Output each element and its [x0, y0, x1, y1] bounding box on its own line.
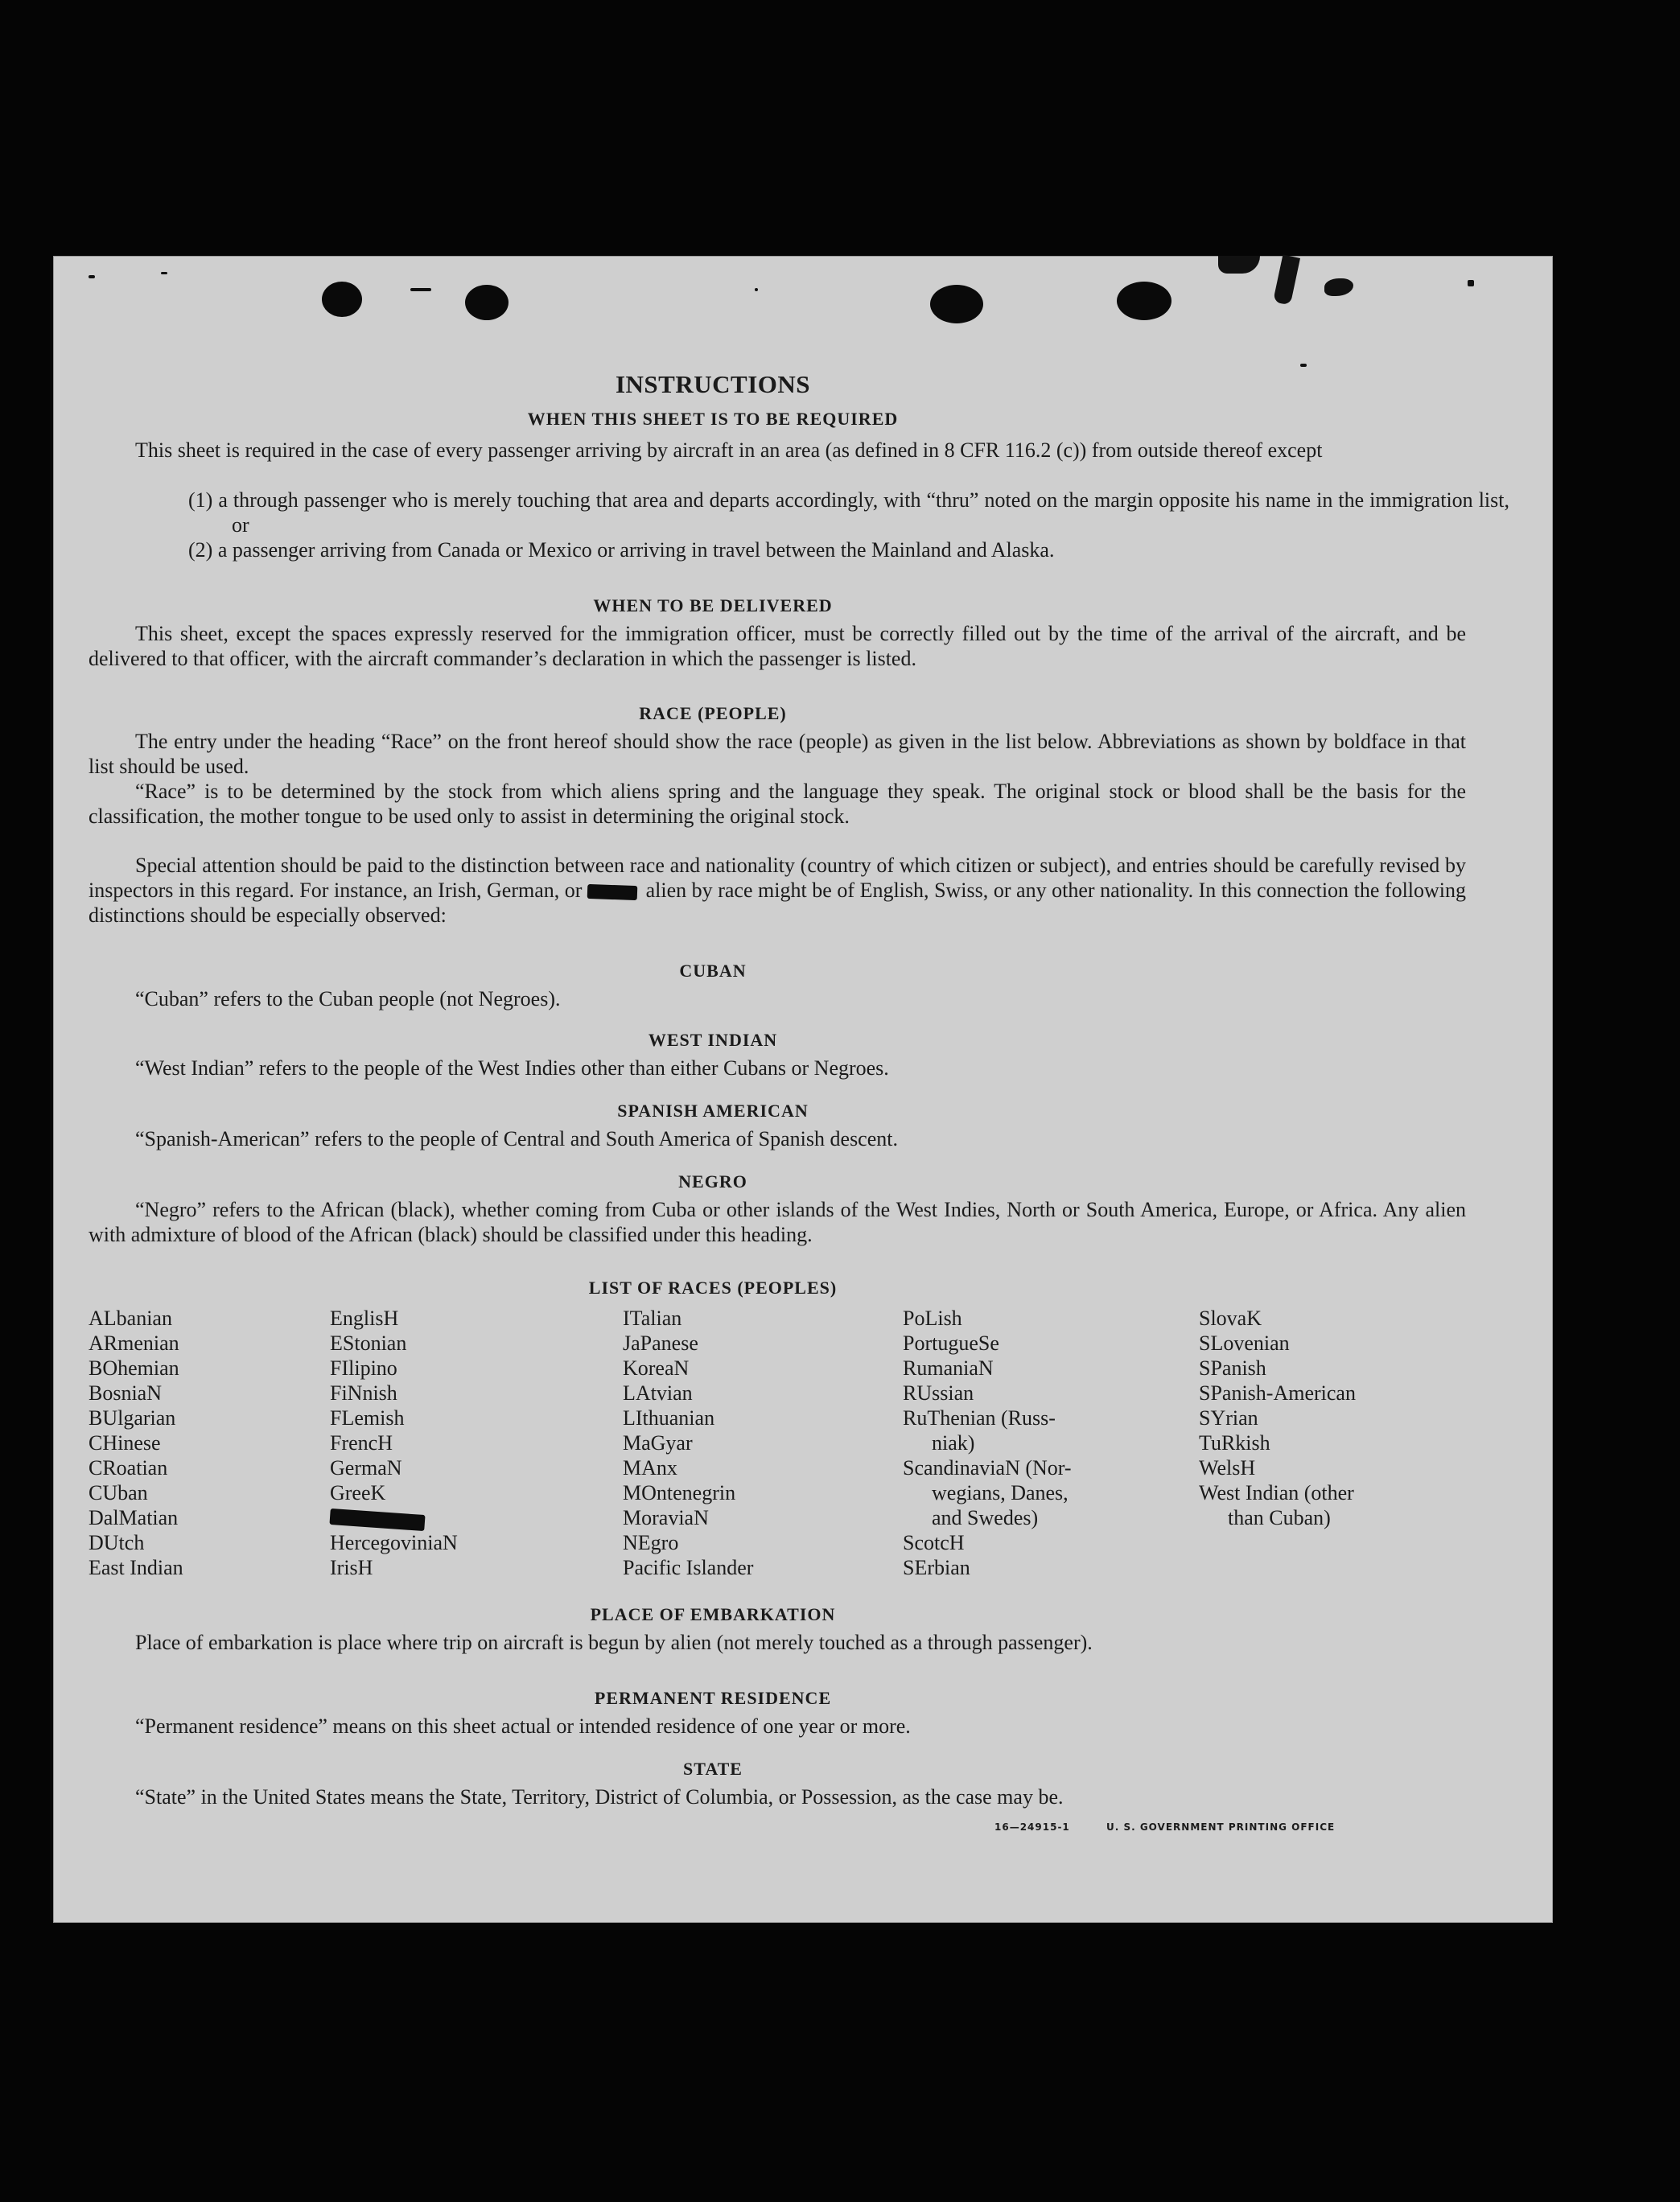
race-entry: Pacific Islander [623, 1556, 754, 1579]
printer-name: U. S. GOVERNMENT PRINTING OFFICE [1106, 1821, 1336, 1833]
race-entry: IrisH [330, 1556, 373, 1579]
race-column-5 [1199, 1306, 1356, 1530]
race-entry: niak) [932, 1431, 975, 1455]
paragraph-race-3 [89, 853, 1466, 928]
race-entry: SYrian [1199, 1406, 1258, 1430]
race-entry: TuRkish [1199, 1431, 1270, 1455]
race-entry: EStonian [330, 1331, 407, 1355]
race-entry: GermaN [330, 1456, 402, 1480]
race-entry: than Cuban) [1228, 1506, 1331, 1529]
race-entry: NEgro [623, 1531, 679, 1554]
heading-embarkation: PLACE OF EMBARKATION [590, 1604, 836, 1624]
race-entry: CRoatian [89, 1456, 168, 1480]
race-entry: MoraviaN [623, 1506, 709, 1529]
heading-west-indian: WEST INDIAN [648, 1030, 778, 1050]
heading-negro: NEGRO [678, 1171, 747, 1192]
race-entry: East Indian [89, 1556, 183, 1579]
heading-spanish-american: SPANISH AMERICAN [617, 1101, 809, 1121]
paragraph-permanent-residence: “Permanent residence” means on this sheet actual or intended residence of one year or more. [135, 1714, 911, 1738]
paragraph-race-3-end: alien by race might be of English, Swiss, or any other nationality. In this connection the following distinctions should be especially observed: [89, 879, 1467, 927]
race-entry: ARmenian [89, 1331, 179, 1355]
race-entry: ScandinaviaN (Nor- [903, 1456, 1072, 1480]
race-column-4 [903, 1306, 1072, 1580]
race-entry: ALbanian [89, 1307, 172, 1330]
exception-item-1: (1) a through passenger who is merely touching that area and departs accordingly, with “thru” noted on the margin opposite his name in the immigration list, or [188, 488, 1509, 537]
paragraph-state: “State” in the United States means the State, Territory, District of Columbia, or Possession, as the case may be. [135, 1785, 1064, 1809]
race-entry: SErbian [903, 1556, 970, 1579]
race-entry: ITalian [623, 1307, 682, 1330]
race-entry: LIthuanian [623, 1406, 715, 1430]
paragraph-race-1: The entry under the heading “Race” on the front hereof should show the race (people) as given in the list below. Abbreviations as shown by boldface in that list should be used. [89, 730, 1466, 778]
redaction-mark [587, 884, 638, 900]
race-entry: SLovenian [1199, 1331, 1290, 1355]
race-entry: MAnx [623, 1456, 677, 1480]
race-column-1 [89, 1306, 183, 1580]
paragraph-required-intro: This sheet is required in the case of every passenger arriving by aircraft in an area (as defined in 8 CFR 116.2 (c)) from outside thereof except [135, 438, 1323, 462]
heading-when-required: WHEN THIS SHEET IS TO BE REQUIRED [527, 409, 899, 429]
race-entry: BOhemian [89, 1356, 179, 1380]
race-entry: HercegoviniaN [330, 1531, 458, 1554]
race-entry: GreeK [330, 1481, 386, 1504]
race-entry: and Swedes) [932, 1506, 1039, 1529]
race-entry: MOntenegrin [623, 1481, 736, 1504]
race-entry: RumaniaN [903, 1356, 994, 1380]
race-entry: FiNnish [330, 1381, 397, 1405]
heading-cuban: CUBAN [679, 961, 747, 981]
race-entry: ScotcH [903, 1531, 965, 1554]
race-column-3 [623, 1306, 753, 1580]
race-entry: EnglisH [330, 1307, 399, 1330]
heading-state: STATE [683, 1759, 743, 1779]
race-entry: SPanish-American [1199, 1381, 1356, 1405]
heading-permanent-residence: PERMANENT RESIDENCE [594, 1688, 832, 1708]
redaction-mark [329, 1508, 425, 1531]
race-entry: SlovaK [1199, 1307, 1262, 1330]
printer-imprint [994, 1821, 1367, 1833]
paragraph-negro: “Negro” refers to the African (black), whether coming from Cuba or other islands of the West Indies, North or South America, Europe, or Africa. Any alien with admixture of blood of the African (black) should be classified under this heading. [89, 1198, 1466, 1246]
paragraph-delivered: This sheet, except the spaces expressly reserved for the immigration officer, must be correctly filled out by the time of the arrival of the aircraft, and be delivered to that officer, with the aircraft commander’s declaration in which the passenger is listed. [89, 622, 1466, 670]
race-entry: wegians, Danes, [932, 1481, 1069, 1504]
race-entry: WelsH [1199, 1456, 1256, 1480]
race-entry: FrencH [330, 1431, 393, 1455]
race-entry: SPanish [1199, 1356, 1266, 1380]
race-entry: RuThenian (Russ- [903, 1406, 1056, 1430]
race-column-2 [330, 1306, 458, 1580]
race-entry: DalMatian [89, 1506, 179, 1529]
instruction-sheet [53, 256, 1553, 1923]
race-entry: West Indian (other [1199, 1481, 1354, 1504]
paragraph-cuban: “Cuban” refers to the Cuban people (not Negroes). [135, 987, 561, 1010]
paragraph-embarkation: Place of embarkation is place where trip on aircraft is begun by alien (not merely touched as a through passenger). [135, 1631, 1093, 1654]
race-entry: DUtch [89, 1531, 145, 1554]
race-entry: PoLish [903, 1307, 962, 1330]
race-entry: RUssian [903, 1381, 974, 1405]
race-entry-redacted [330, 1505, 458, 1530]
paragraph-race-2: “Race” is to be determined by the stock from which aliens spring and the language they speak. The original stock or blood shall be the basis for the classification, the mother tongue to be used only to assist in determining the original stock. [89, 780, 1466, 828]
race-entry: FIlipino [330, 1356, 397, 1380]
race-entry: FLemish [330, 1406, 405, 1430]
race-entry: LAtvian [623, 1381, 693, 1405]
exception-item-2: (2) a passenger arriving from Canada or Mexico or arriving in travel between the Mainland and Alaska. [188, 538, 1055, 562]
race-entry: CUban [89, 1481, 148, 1504]
race-entry: KoreaN [623, 1356, 690, 1380]
paragraph-west-indian: “West Indian” refers to the people of the West Indies other than either Cubans or Negroes. [135, 1056, 889, 1080]
paragraph-spanish-american: “Spanish-American” refers to the people of Central and South America of Spanish descent. [135, 1127, 898, 1150]
heading-list-of-races: LIST OF RACES (PEOPLES) [588, 1278, 838, 1298]
race-entry: BosniaN [89, 1381, 162, 1405]
form-number: 16—24915-1 [994, 1821, 1070, 1833]
heading-race: RACE (PEOPLE) [639, 703, 787, 723]
race-entry: BUlgarian [89, 1406, 176, 1430]
heading-when-delivered: WHEN TO BE DELIVERED [593, 595, 833, 615]
race-entry: PortugueSe [903, 1331, 999, 1355]
race-entry: MaGyar [623, 1431, 693, 1455]
paragraph-race-3-start: Special attention should be paid to the distinction between race and nationality (country of which citizen or subject), and entries should be carefully revised by inspectors in this regard. For instance, an Irish, German, or [89, 854, 1466, 902]
race-entry: CHinese [89, 1431, 161, 1455]
race-entry: JaPanese [623, 1331, 698, 1355]
document-title: INSTRUCTIONS [615, 370, 810, 398]
